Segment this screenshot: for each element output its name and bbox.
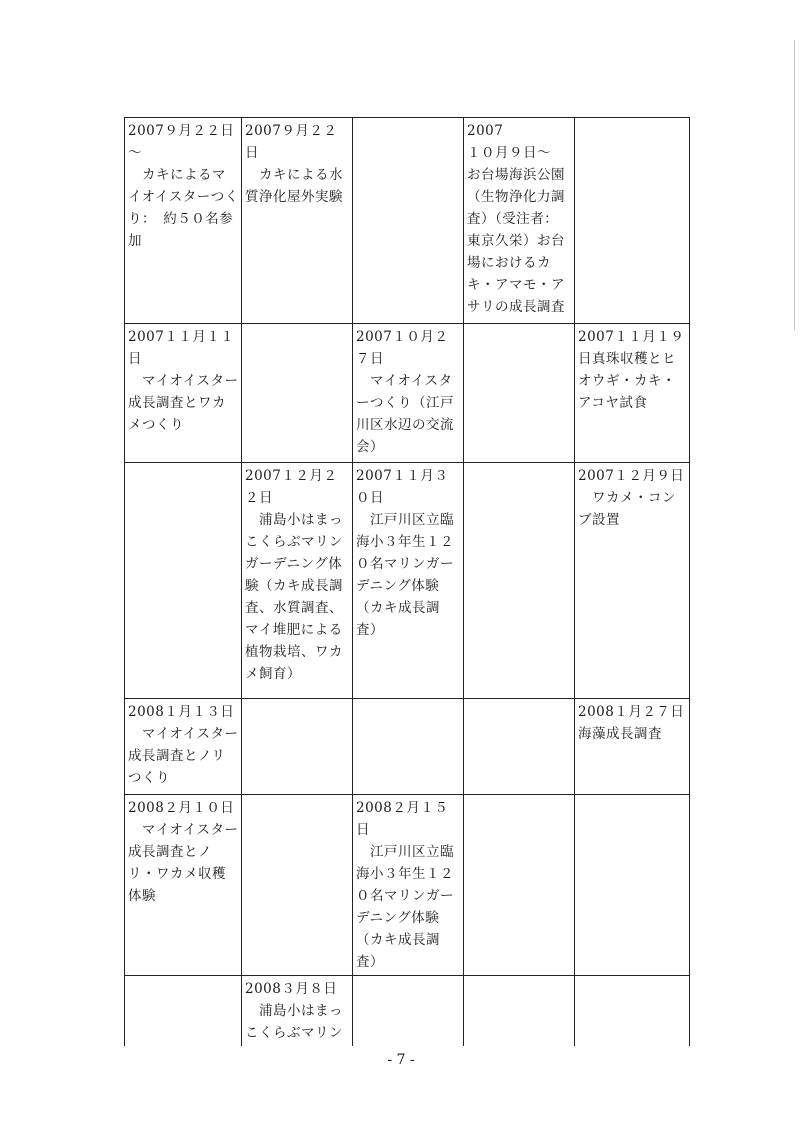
table-row [125,463,690,699]
table-cell: 2007１０月２７日 マイオイスターつくり（江戸川区水辺の交流会） [353,324,464,463]
schedule-table [124,117,690,1046]
table-cell [464,976,575,1047]
table-cell [464,795,575,976]
table-cell [353,118,464,324]
table-cell: 2007１１月１１日 マイオイスター成長調査とワカメつくり [125,324,242,463]
table-cell: 2008１月１３日 マイオイスター成長調査とノリつくり [125,699,242,795]
table-cell: 2007１２月２２日 浦島小はまっこくらぶマリンガーデニング体験（カキ成長調査、水質調査、マイ堆肥による植物栽培、ワカメ飼育） [242,463,353,699]
table-cell: 2008３月８日 浦島小はまっこくらぶマリン [242,976,353,1047]
table-cell [464,324,575,463]
table-cell [242,699,353,795]
table-cell [125,463,242,699]
table-cell [353,699,464,795]
table-cell [464,463,575,699]
table-cell: 2007１１月３０日 江戸川区立臨海小３年生１２０名マリンガーデニング体験（カキ成長調査） [353,463,464,699]
table-cell: 2008２月１０日 マイオイスター成長調査とノリ・ワカメ収穫体験 [125,795,242,976]
scan-edge-line [794,40,795,330]
table-cell: 2007１２月９日 ワカメ・コンブ設置 [575,463,690,699]
table-cell [464,699,575,795]
table-cell [242,795,353,976]
page-number: - 7 - [387,1052,415,1068]
table-cell [353,976,464,1047]
table-cell: 2008２月１５日 江戸川区立臨海小３年生１２０名マリンガーデニング体験（カキ成長調査） [353,795,464,976]
table-cell [242,324,353,463]
table-cell: 2007９月２２日 カキによる水質浄化屋外実験 [242,118,353,324]
table-row [125,699,690,795]
table-row [125,118,690,324]
table-cell [575,795,690,976]
table-cell: 2008１月２７日 海藻成長調査 [575,699,690,795]
table-row [125,795,690,976]
table-cell [575,118,690,324]
table-cell: 2007 １０月９日〜 お台場海浜公園（生物浄化力調査）（受注者：東京久栄）お台場におけるカキ・アマモ・アサリの成長調査 [464,118,575,324]
table-cell: 2007１１月１９日真珠収穫とヒオウギ・カキ・アコヤ試食 [575,324,690,463]
table-row [125,324,690,463]
table-row [125,976,690,1047]
table-cell [575,976,690,1047]
table-cell: 2007９月２２日 〜 カキによるマイオイスターつくり： 約５０名参加 [125,118,242,324]
table-cell [125,976,242,1047]
